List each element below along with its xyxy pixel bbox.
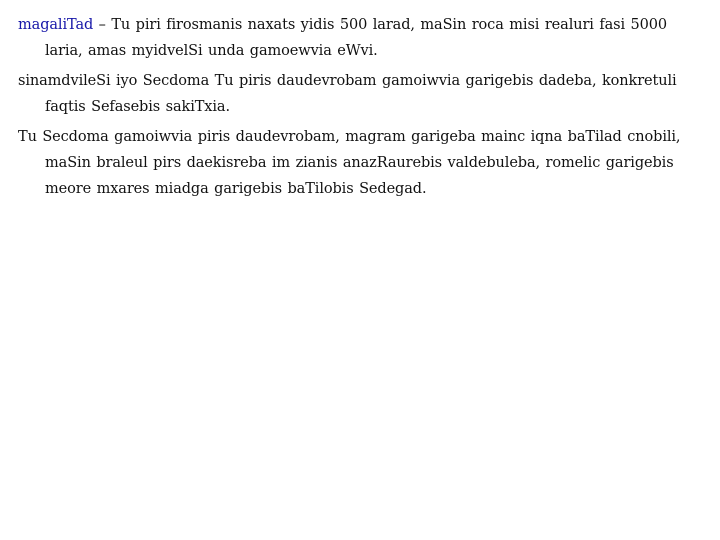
paragraph-assessment — [18, 68, 708, 120]
term-highlight: magaliTad — [18, 17, 94, 33]
paragraph-example — [18, 12, 708, 64]
paragraph-text: sinamdvileSi iyo Secdoma Tu piris daudevrobam gamoiwvia garigebis dadeba, konkretuli faqtis Sefasebis sakiTxia. — [18, 73, 677, 115]
text-body — [18, 12, 708, 206]
paragraph-text: Tu Secdoma gamoiwvia piris daudevrobam, magram garigeba mainc iqna baTilad cnobili, maSin braleul pirs daekisreba im zianis anazRaurebis valdebuleba, romelic garigebis meore mxares miadga garigebis baTilobis Sedegad. — [18, 129, 681, 197]
paragraph-text: – Tu piri firosmanis naxats yidis 500 larad, maSin roca misi realuri fasi 5000 laria, amas myidvelSi unda gamoewvia eWvi. — [45, 17, 668, 59]
paragraph-consequence — [18, 124, 708, 202]
